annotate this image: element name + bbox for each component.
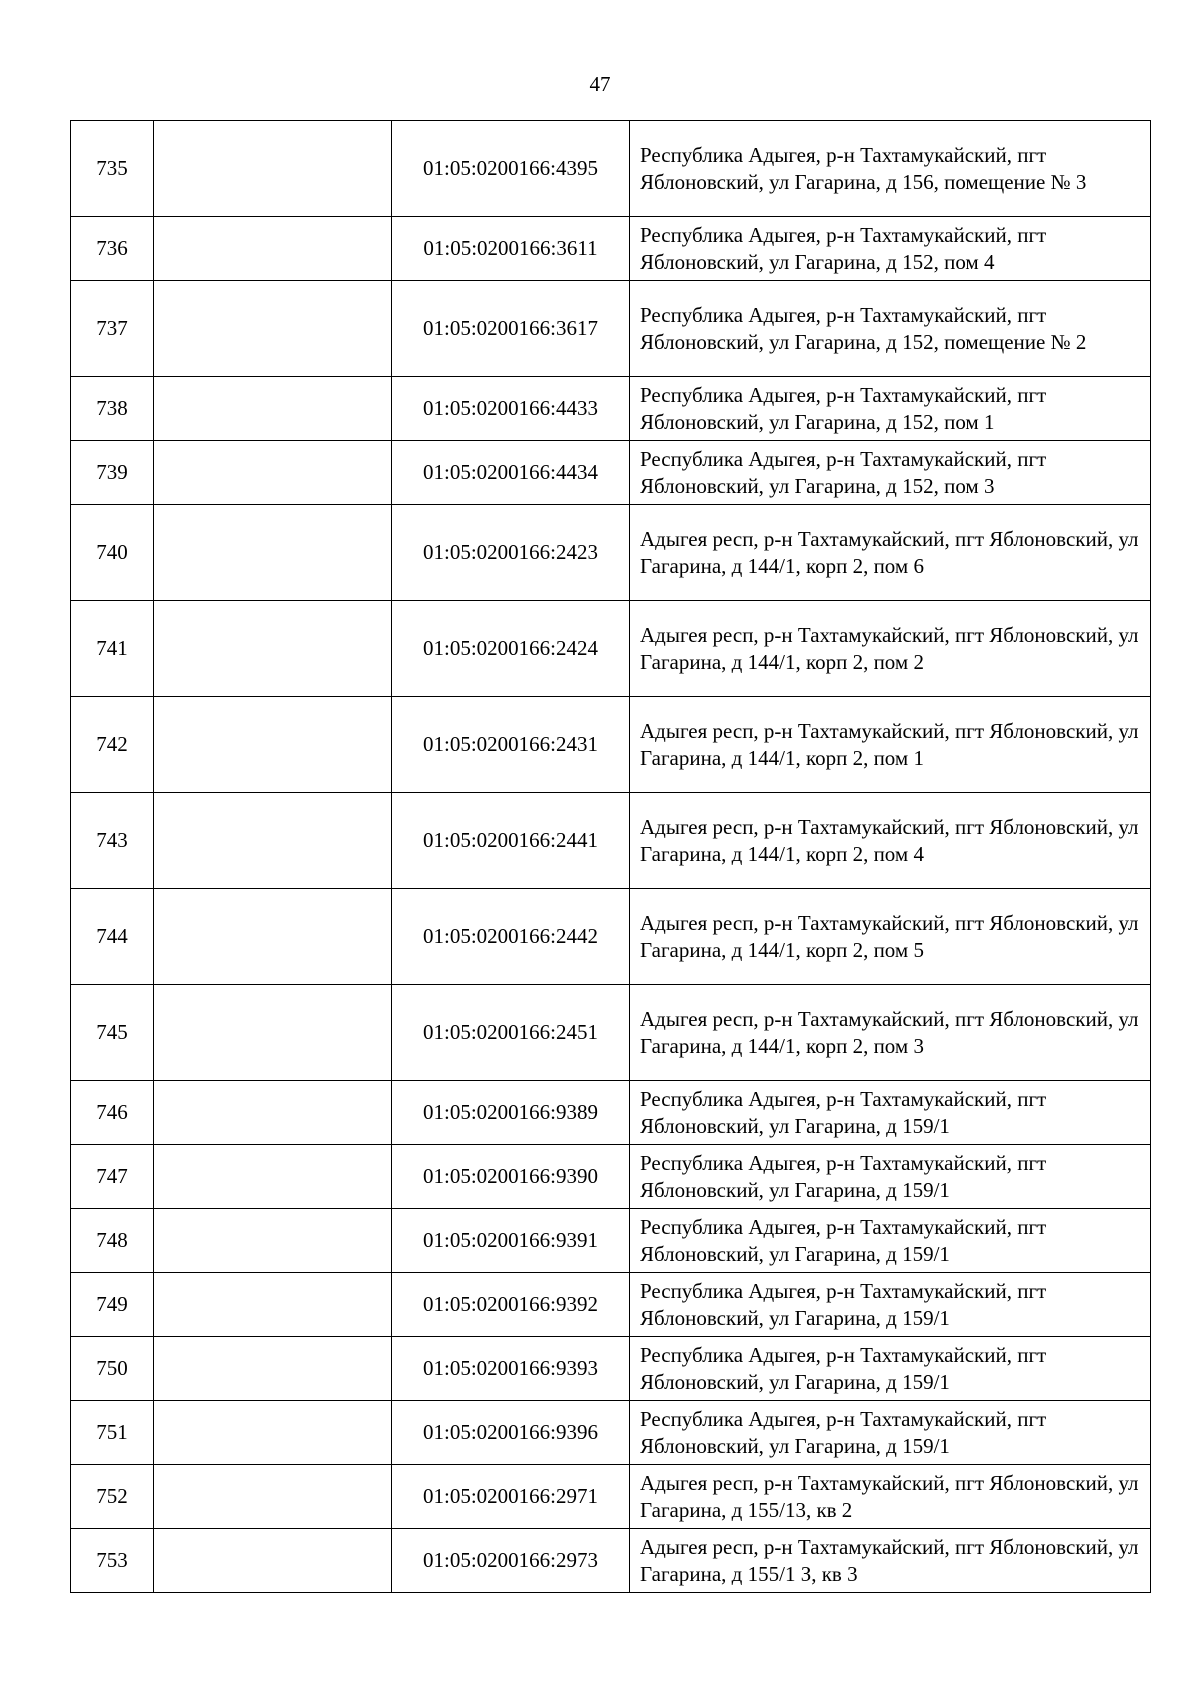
row-number: 742 xyxy=(71,697,154,793)
empty-cell xyxy=(154,1465,392,1529)
address: Республика Адыгея, р-н Тахтамукайский, пгт Яблоновский, ул Гагарина, д 159/1 xyxy=(630,1209,1151,1273)
cadastral-number: 01:05:0200166:2973 xyxy=(392,1529,630,1593)
address: Республика Адыгея, р-н Тахтамукайский, пгт Яблоновский, ул Гагарина, д 152, пом 4 xyxy=(630,217,1151,281)
table-row xyxy=(71,505,1151,601)
table-row xyxy=(71,1337,1151,1401)
address: Адыгея респ, р-н Тахтамукайский, пгт Яблоновский, ул Гагарина, д 144/1, корп 2, пом 3 xyxy=(630,985,1151,1081)
empty-cell xyxy=(154,1529,392,1593)
cadastral-number: 01:05:0200166:9393 xyxy=(392,1337,630,1401)
table-row xyxy=(71,377,1151,441)
property-table xyxy=(70,120,1151,1593)
address: Адыгея респ, р-н Тахтамукайский, пгт Яблоновский, ул Гагарина, д 144/1, корп 2, пом 5 xyxy=(630,889,1151,985)
row-number: 740 xyxy=(71,505,154,601)
table-row xyxy=(71,1081,1151,1145)
empty-cell xyxy=(154,217,392,281)
empty-cell xyxy=(154,1401,392,1465)
address: Республика Адыгея, р-н Тахтамукайский, пгт Яблоновский, ул Гагарина, д 159/1 xyxy=(630,1337,1151,1401)
cadastral-number: 01:05:0200166:3611 xyxy=(392,217,630,281)
table-row xyxy=(71,441,1151,505)
empty-cell xyxy=(154,121,392,217)
cadastral-number: 01:05:0200166:2441 xyxy=(392,793,630,889)
cadastral-number: 01:05:0200166:9390 xyxy=(392,1145,630,1209)
cadastral-number: 01:05:0200166:2431 xyxy=(392,697,630,793)
empty-cell xyxy=(154,1145,392,1209)
empty-cell xyxy=(154,601,392,697)
cadastral-number: 01:05:0200166:9392 xyxy=(392,1273,630,1337)
table-row xyxy=(71,121,1151,217)
empty-cell xyxy=(154,985,392,1081)
empty-cell xyxy=(154,1081,392,1145)
empty-cell xyxy=(154,377,392,441)
empty-cell xyxy=(154,281,392,377)
row-number: 745 xyxy=(71,985,154,1081)
row-number: 747 xyxy=(71,1145,154,1209)
table-row xyxy=(71,697,1151,793)
address: Адыгея респ, р-н Тахтамукайский, пгт Яблоновский, ул Гагарина, д 144/1, корп 2, пом 2 xyxy=(630,601,1151,697)
address: Республика Адыгея, р-н Тахтамукайский, пгт Яблоновский, ул Гагарина, д 152, пом 1 xyxy=(630,377,1151,441)
cadastral-number: 01:05:0200166:9389 xyxy=(392,1081,630,1145)
address: Адыгея респ, р-н Тахтамукайский, пгт Яблоновский, ул Гагарина, д 144/1, корп 2, пом 4 xyxy=(630,793,1151,889)
table-row xyxy=(71,1145,1151,1209)
row-number: 741 xyxy=(71,601,154,697)
table-row xyxy=(71,1465,1151,1529)
empty-cell xyxy=(154,1273,392,1337)
empty-cell xyxy=(154,889,392,985)
row-number: 744 xyxy=(71,889,154,985)
cadastral-number: 01:05:0200166:4433 xyxy=(392,377,630,441)
empty-cell xyxy=(154,505,392,601)
table-row xyxy=(71,1529,1151,1593)
table-row xyxy=(71,985,1151,1081)
address: Республика Адыгея, р-н Тахтамукайский, пгт Яблоновский, ул Гагарина, д 152, помещение № 2 xyxy=(630,281,1151,377)
empty-cell xyxy=(154,441,392,505)
cadastral-number: 01:05:0200166:9396 xyxy=(392,1401,630,1465)
cadastral-number: 01:05:0200166:2451 xyxy=(392,985,630,1081)
cadastral-number: 01:05:0200166:2971 xyxy=(392,1465,630,1529)
address: Республика Адыгея, р-н Тахтамукайский, пгт Яблоновский, ул Гагарина, д 159/1 xyxy=(630,1273,1151,1337)
row-number: 749 xyxy=(71,1273,154,1337)
cadastral-number: 01:05:0200166:2442 xyxy=(392,889,630,985)
empty-cell xyxy=(154,1209,392,1273)
address: Адыгея респ, р-н Тахтамукайский, пгт Яблоновский, ул Гагарина, д 144/1, корп 2, пом 1 xyxy=(630,697,1151,793)
address: Республика Адыгея, р-н Тахтамукайский, пгт Яблоновский, ул Гагарина, д 159/1 xyxy=(630,1401,1151,1465)
row-number: 746 xyxy=(71,1081,154,1145)
cadastral-number: 01:05:0200166:9391 xyxy=(392,1209,630,1273)
address: Республика Адыгея, р-н Тахтамукайский, пгт Яблоновский, ул Гагарина, д 159/1 xyxy=(630,1081,1151,1145)
row-number: 753 xyxy=(71,1529,154,1593)
table-row xyxy=(71,281,1151,377)
table-row xyxy=(71,217,1151,281)
row-number: 735 xyxy=(71,121,154,217)
row-number: 750 xyxy=(71,1337,154,1401)
empty-cell xyxy=(154,1337,392,1401)
row-number: 738 xyxy=(71,377,154,441)
cadastral-number: 01:05:0200166:2423 xyxy=(392,505,630,601)
address: Адыгея респ, р-н Тахтамукайский, пгт Яблоновский, ул Гагарина, д 155/13, кв 2 xyxy=(630,1465,1151,1529)
table-row xyxy=(71,601,1151,697)
cadastral-number: 01:05:0200166:4434 xyxy=(392,441,630,505)
row-number: 739 xyxy=(71,441,154,505)
address: Адыгея респ, р-н Тахтамукайский, пгт Яблоновский, ул Гагарина, д 144/1, корп 2, пом 6 xyxy=(630,505,1151,601)
empty-cell xyxy=(154,697,392,793)
address: Республика Адыгея, р-н Тахтамукайский, пгт Яблоновский, ул Гагарина, д 156, помещение № 3 xyxy=(630,121,1151,217)
row-number: 752 xyxy=(71,1465,154,1529)
row-number: 743 xyxy=(71,793,154,889)
table-row xyxy=(71,1401,1151,1465)
table-row xyxy=(71,1209,1151,1273)
address: Республика Адыгея, р-н Тахтамукайский, пгт Яблоновский, ул Гагарина, д 152, пом 3 xyxy=(630,441,1151,505)
property-table-body xyxy=(71,121,1151,1593)
row-number: 748 xyxy=(71,1209,154,1273)
cadastral-number: 01:05:0200166:2424 xyxy=(392,601,630,697)
cadastral-number: 01:05:0200166:3617 xyxy=(392,281,630,377)
address: Адыгея респ, р-н Тахтамукайский, пгт Яблоновский, ул Гагарина, д 155/1 З, кв 3 xyxy=(630,1529,1151,1593)
row-number: 737 xyxy=(71,281,154,377)
table-row xyxy=(71,1273,1151,1337)
row-number: 736 xyxy=(71,217,154,281)
row-number: 751 xyxy=(71,1401,154,1465)
empty-cell xyxy=(154,793,392,889)
table-row xyxy=(71,793,1151,889)
table-row xyxy=(71,889,1151,985)
page-number: 47 xyxy=(589,72,611,96)
cadastral-number: 01:05:0200166:4395 xyxy=(392,121,630,217)
address: Республика Адыгея, р-н Тахтамукайский, пгт Яблоновский, ул Гагарина, д 159/1 xyxy=(630,1145,1151,1209)
